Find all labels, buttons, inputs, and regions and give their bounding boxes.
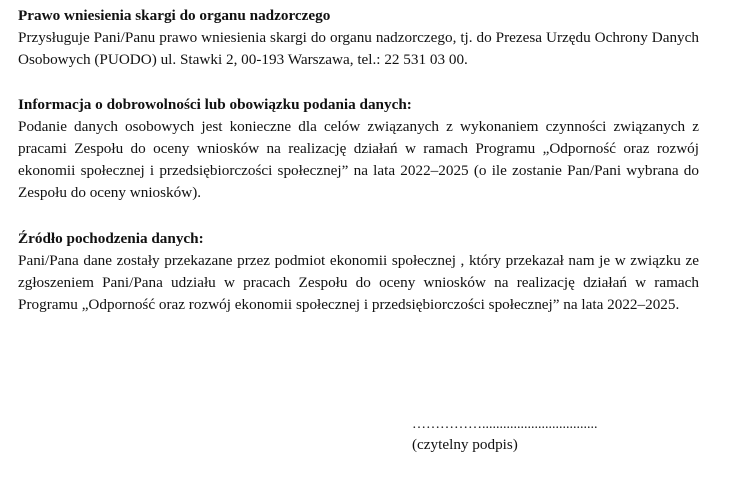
section-heading: Informacja o dobrowolności lub obowiązku podania danych: (18, 96, 412, 113)
section-body: Pani/Pana dane zostały przekazane przez podmiot ekonomii społecznej , który przekazał nam je w związku ze zgłoszeniem Pani/Pana udziału w pracach Zespołu do oceny wniosków na realizację działań w ramach Programu „Odporność oraz rozwój ekonomii społecznej i przedsiębiorczości społecznej” na lata 2022–2025. (18, 252, 699, 314)
section-body: Przysługuje Pani/Panu prawo wniesienia skargi do organu nadzorczego, tj. do Prezesa Urzędu Ochrony Danych Osobowych (PUODO) ul. Stawki 2, 00-193 Warszawa, tel.: 22 531 03 00. (18, 29, 699, 69)
signature-label: (czytelny podpis) (412, 436, 518, 453)
section-heading: Prawo wniesienia skargi do organu nadzorczego (18, 7, 331, 24)
section-body: Podanie danych osobowych jest konieczne dla celów związanych z wykonaniem czynności związanych z pracami Zespołu do oceny wniosków na realizację działań w ramach Programu „Odporność oraz rozwój ekonomii społecznej i przedsiębiorczości społecznej” na lata 2022–2025 (o ile zostanie Pan/Pani wybrana do Zespołu do oceny wniosków). (18, 118, 699, 202)
section-complaint-right (18, 5, 699, 71)
section-data-obligation (18, 94, 699, 204)
signature-block (412, 415, 598, 455)
section-heading: Źródło pochodzenia danych: (18, 230, 204, 247)
signature-line: ……………................................. (412, 417, 598, 432)
section-data-source (18, 228, 699, 316)
